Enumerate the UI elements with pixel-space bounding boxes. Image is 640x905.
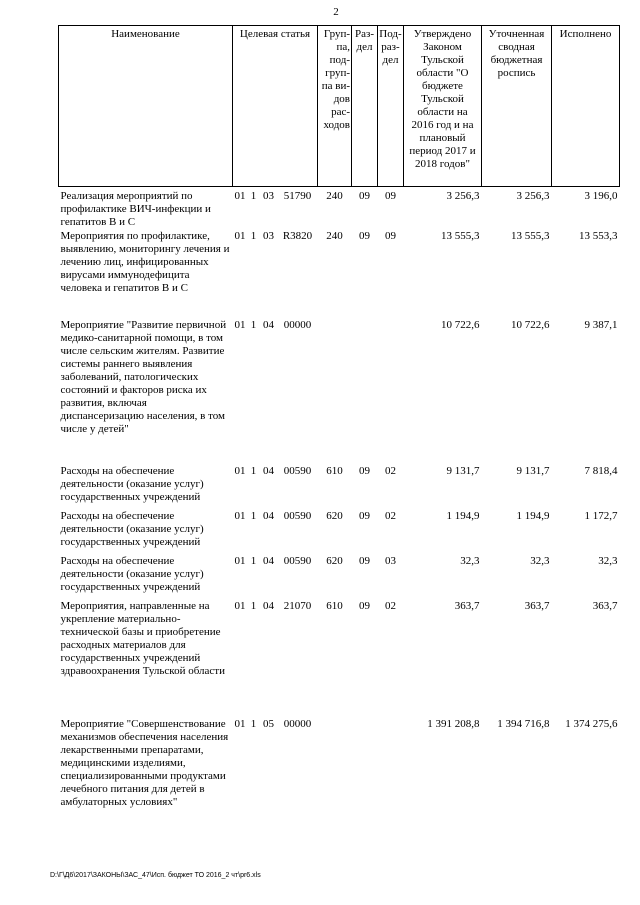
row-name: Расходы на обеспечение деятельности (оказание услуг) государственных учреждений <box>60 554 204 593</box>
row-target-a: 01 <box>234 599 246 612</box>
row-revised: 1 394 716,8 <box>497 717 550 730</box>
header-group: Груп-па, под-груп-па ви-дов рас-ходов <box>318 26 352 187</box>
row-target-c: 04 <box>263 318 274 331</box>
row-target-a: 01 <box>234 318 246 331</box>
table-row <box>59 187 620 230</box>
row-subsection: 09 <box>385 190 396 202</box>
row-subsection <box>378 718 404 828</box>
row-target-d: 21070 <box>283 599 312 612</box>
row-target-b: 1 <box>250 509 257 522</box>
row-name: Расходы на обеспечение деятельности (оказание услуг) государственных учреждений <box>60 464 204 503</box>
row-name: Мероприятие "Совершенствование механизмов обеспечения населения лекарственными препаратами, медицинскими изделиями, специализированными продуктами лечебного питания для детей в амбулаторных условиях" <box>60 717 229 808</box>
row-section <box>352 319 378 465</box>
row-target-a: 01 <box>234 464 246 477</box>
row-group: 620 <box>326 554 343 567</box>
row-approved: 9 131,7 <box>446 464 480 477</box>
row-target-b: 1 <box>250 464 257 477</box>
row-group <box>318 718 352 828</box>
row-target-d: 00590 <box>283 509 312 522</box>
row-section: 09 <box>359 554 370 567</box>
row-target-c: 04 <box>263 464 274 477</box>
header-name: Наименование <box>59 26 233 187</box>
row-approved: 13 555,3 <box>441 229 480 242</box>
row-group: 610 <box>326 464 343 477</box>
table-row <box>59 555 620 600</box>
table-row <box>59 718 620 828</box>
row-target-c: 03 <box>263 229 274 242</box>
row-subsection: 02 <box>385 509 396 522</box>
row-group <box>318 319 352 465</box>
row-name: Расходы на обеспечение деятельности (оказание услуг) государственных учреждений <box>60 509 204 548</box>
row-section: 09 <box>359 190 370 202</box>
row-target-c: 04 <box>263 554 274 567</box>
row-target-c: 04 <box>263 599 274 612</box>
header-row <box>59 26 620 187</box>
row-group: 240 <box>326 190 343 202</box>
row-target-b: 1 <box>250 554 257 567</box>
row-revised: 363,7 <box>524 599 550 612</box>
row-group: 610 <box>326 599 343 612</box>
row-revised: 10 722,6 <box>511 318 550 331</box>
row-section: 09 <box>359 599 370 612</box>
row-name: Мероприятие "Развитие первичной медико-санитарной помощи, в том числе сельским жителям. Развитие системы раннего выявления заболеваний, патологических состояний и факторов риска их развития, включая диспансеризацию населения, в том числе у детей" <box>60 318 227 435</box>
row-approved: 1 194,9 <box>446 509 480 522</box>
row-target-c: 03 <box>263 190 274 202</box>
table-row <box>59 510 620 555</box>
row-subsection: 02 <box>385 599 396 612</box>
row-target-d: R3820 <box>282 229 313 242</box>
row-revised: 3 256,3 <box>516 190 550 202</box>
table-row <box>59 319 620 465</box>
row-subsection: 03 <box>385 554 396 567</box>
row-target-b: 1 <box>250 717 257 730</box>
row-executed: 32,3 <box>598 554 618 567</box>
row-target-a: 01 <box>234 717 246 730</box>
row-executed: 9 387,1 <box>584 318 618 331</box>
row-revised: 32,3 <box>530 554 550 567</box>
row-executed: 1 374 275,6 <box>565 717 618 730</box>
row-executed: 3 196,0 <box>584 190 618 202</box>
row-executed: 363,7 <box>592 599 618 612</box>
table-row <box>59 230 620 319</box>
row-group: 240 <box>326 229 343 242</box>
row-section: 09 <box>359 229 370 242</box>
row-target-d: 51790 <box>283 190 312 202</box>
row-approved: 363,7 <box>454 599 480 612</box>
header-executed: Исполнено <box>552 26 620 187</box>
table-row <box>59 600 620 718</box>
row-approved: 32,3 <box>460 554 480 567</box>
row-target-c: 04 <box>263 509 274 522</box>
row-approved: 3 256,3 <box>446 190 480 202</box>
row-subsection <box>378 319 404 465</box>
row-section: 09 <box>359 464 370 477</box>
header-target: Целевая статья <box>233 26 318 187</box>
row-approved: 1 391 208,8 <box>427 717 480 730</box>
row-approved: 10 722,6 <box>441 318 480 331</box>
row-executed: 1 172,7 <box>584 509 618 522</box>
row-target-a: 01 <box>234 509 246 522</box>
row-name: Мероприятия, направленные на укрепление материально-технической базы и приобретение расходных материалов для государственных учреждений здравоохранения Тульской области <box>60 599 225 677</box>
row-target-d: 00590 <box>283 554 312 567</box>
row-section: 09 <box>359 509 370 522</box>
row-group: 620 <box>326 509 343 522</box>
row-executed: 7 818,4 <box>584 464 618 477</box>
row-target-b: 1 <box>250 318 257 331</box>
row-executed: 13 553,3 <box>579 229 618 242</box>
header-revised: Уточненная сводная бюджетная роспись <box>482 26 552 187</box>
file-path-footer: D:\Г\Д6\2017\ЗАКОНЫ\ЗАС_47\Исп. бюджет ТО 2016_2 чт\pr6.xls <box>50 872 261 879</box>
row-target-b: 1 <box>250 599 257 612</box>
row-section <box>352 718 378 828</box>
page-number: 2 <box>333 6 339 18</box>
row-subsection: 09 <box>385 229 396 242</box>
row-revised: 1 194,9 <box>516 509 550 522</box>
row-name: Реализация мероприятий по профилактике ВИЧ-инфекции и гепатитов В и С <box>60 190 211 228</box>
row-target-b: 1 <box>250 229 257 242</box>
row-revised: 9 131,7 <box>516 464 550 477</box>
table-row <box>59 465 620 510</box>
header-subsection: Под-раз-дел <box>378 26 404 187</box>
header-section: Раз-дел <box>352 26 378 187</box>
row-revised: 13 555,3 <box>511 229 550 242</box>
header-approved: Утверждено Законом Тульской области "О бюджете Тульской области на 2016 год и на плановый период 2017 и 2018 годов" <box>404 26 482 187</box>
row-subsection: 02 <box>385 464 396 477</box>
row-target-d: 00590 <box>283 464 312 477</box>
budget-table <box>58 25 620 828</box>
row-target-b: 1 <box>250 190 257 202</box>
row-target-c: 05 <box>263 717 274 730</box>
row-name: Мероприятия по профилактике, выявлению, мониторингу лечения и лечению лиц, инфицированных вирусами иммунодефицита человека и гепатитов В и С <box>60 229 230 294</box>
row-target-a: 01 <box>234 190 246 202</box>
row-target-a: 01 <box>234 229 246 242</box>
row-target-a: 01 <box>234 554 246 567</box>
row-target-d: 00000 <box>283 717 312 730</box>
row-target-d: 00000 <box>283 318 312 331</box>
